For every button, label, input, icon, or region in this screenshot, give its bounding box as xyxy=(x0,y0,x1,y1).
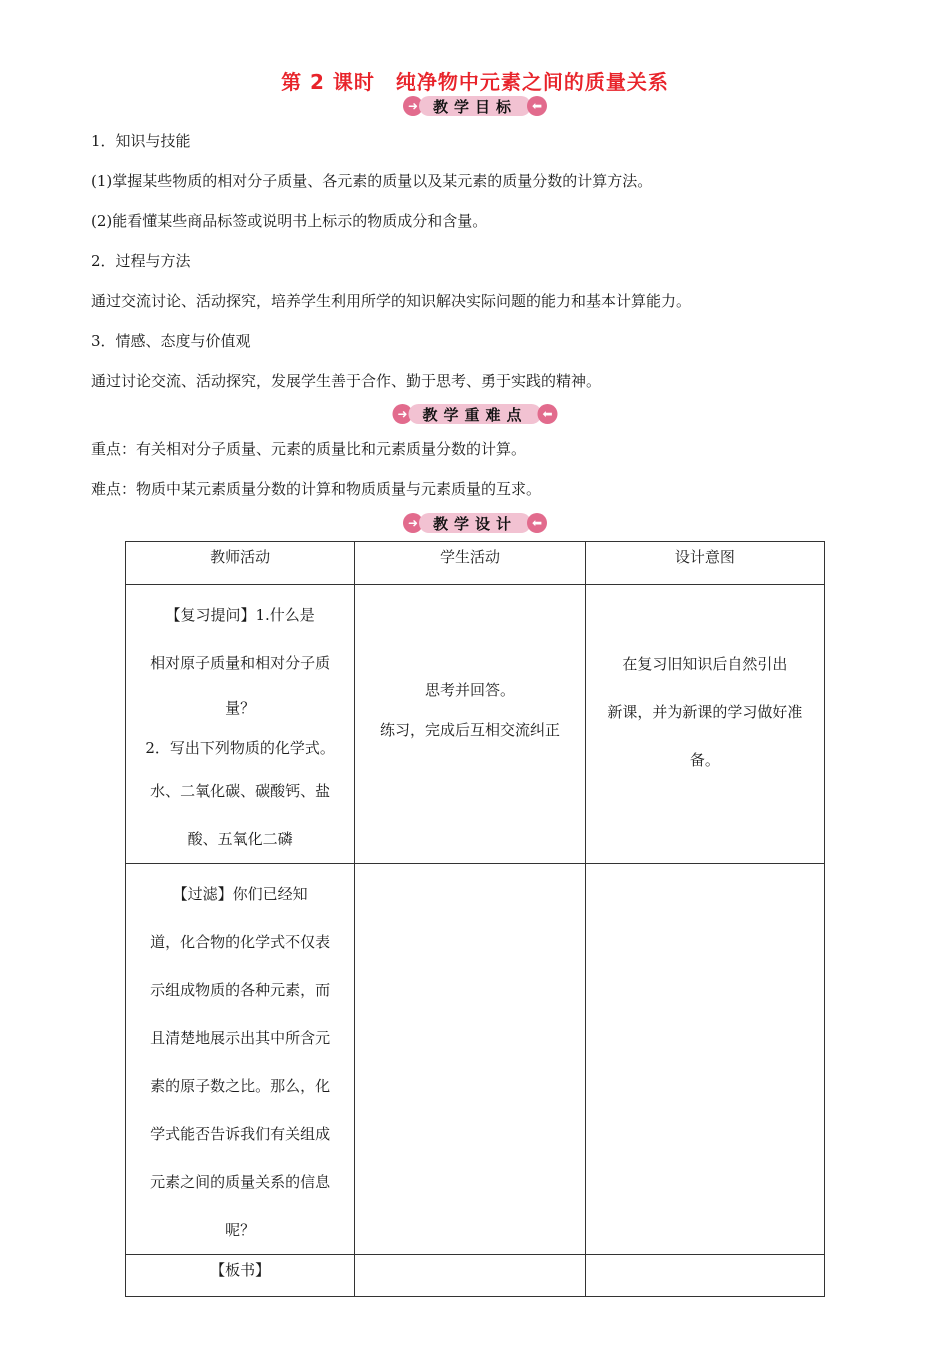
header-teacher: 教师活动 xyxy=(126,542,355,585)
text-line: 量？ xyxy=(225,699,256,717)
text-line: 相对原子质量和相对分子质 xyxy=(150,654,331,672)
arrow-left-icon: ⬅ xyxy=(527,513,547,533)
text-line: 【过滤】你们已经知 xyxy=(172,885,308,903)
heading-knowledge: 1．知识与技能 xyxy=(91,132,191,150)
student-activity-cell xyxy=(355,864,585,1255)
banner-label: 教学设计 xyxy=(419,513,531,533)
teacher-activity-cell xyxy=(126,585,355,864)
heading-process: 2．过程与方法 xyxy=(91,252,191,270)
page-title: 第 2 课时 纯净物中元素之间的质量关系 xyxy=(281,70,669,94)
banner-design xyxy=(0,512,950,536)
banner-label: 教学目标 xyxy=(419,96,531,116)
teacher-activity-cell xyxy=(126,864,355,1255)
banner-label: 教学重难点 xyxy=(408,404,541,424)
text-line: 在复习旧知识后自然引出 xyxy=(622,655,788,673)
text-line: 酸、五氧化二磷 xyxy=(187,830,293,848)
teaching-design-table xyxy=(125,541,825,1297)
table-header-row xyxy=(126,542,825,585)
heading-emotion: 3．情感、态度与价值观 xyxy=(91,332,251,350)
teacher-activity-cell xyxy=(126,1255,355,1297)
objective-3: 通过交流讨论、活动探究，培养学生利用所学的知识解决实际问题的能力和基本计算能力。 xyxy=(91,292,692,310)
objective-1: (1)掌握某些物质的相对分子质量、各元素的质量以及某元素的质量分数的计算方法。 xyxy=(91,172,653,190)
arrow-right-icon: ➜ xyxy=(392,404,412,424)
table-row xyxy=(126,864,825,1255)
text-line: 练习，完成后互相交流纠正 xyxy=(379,721,560,739)
text-line: 新课，并为新课的学习做好准 xyxy=(607,703,803,721)
text-line: 且清楚地展示出其中所含元 xyxy=(150,1029,331,1047)
table-row xyxy=(126,1255,825,1297)
text-line: 思考并回答。 xyxy=(424,681,515,699)
text-line: 水、二氧化碳、碳酸钙、盐 xyxy=(150,782,331,800)
header-student: 学生活动 xyxy=(355,542,585,585)
key-point-difficulty: 难点：物质中某元素质量分数的计算和物质质量与元素质量的互求。 xyxy=(91,480,542,498)
header-intent: 设计意图 xyxy=(585,542,824,585)
text-line: 【板书】 xyxy=(210,1261,271,1279)
text-line: 示组成物质的各种元素，而 xyxy=(150,981,331,999)
text-line: 学式能否告诉我们有关组成 xyxy=(150,1125,331,1143)
text-line: 呢？ xyxy=(225,1221,256,1239)
banner-objectives xyxy=(0,95,950,119)
text-line: 素的原子数之比。那么，化 xyxy=(150,1077,331,1095)
design-intent-cell xyxy=(585,585,824,864)
design-intent-cell xyxy=(585,1255,824,1297)
text-line: 2．写出下列物质的化学式。 xyxy=(145,739,335,757)
arrow-right-icon: ➜ xyxy=(403,513,423,533)
arrow-left-icon: ⬅ xyxy=(538,404,558,424)
arrow-right-icon: ➜ xyxy=(403,96,423,116)
banner-key-points xyxy=(0,403,950,427)
objective-2: (2)能看懂某些商品标签或说明书上标示的物质成分和含量。 xyxy=(91,212,488,230)
text-line: 元素之间的质量关系的信息 xyxy=(150,1173,331,1191)
text-line: 【复习提问】1.什么是 xyxy=(165,606,315,624)
arrow-left-icon: ⬅ xyxy=(527,96,547,116)
design-intent-cell xyxy=(585,864,824,1255)
student-activity-cell xyxy=(355,585,585,864)
text-line: 备。 xyxy=(689,751,720,769)
student-activity-cell xyxy=(355,1255,585,1297)
objective-4: 通过讨论交流、活动探究，发展学生善于合作、勤于思考、勇于实践的精神。 xyxy=(91,372,602,390)
key-point-focus: 重点：有关相对分子质量、元素的质量比和元素质量分数的计算。 xyxy=(91,440,527,458)
text-line: 道，化合物的化学式不仅表 xyxy=(150,933,331,951)
table-row xyxy=(126,585,825,864)
